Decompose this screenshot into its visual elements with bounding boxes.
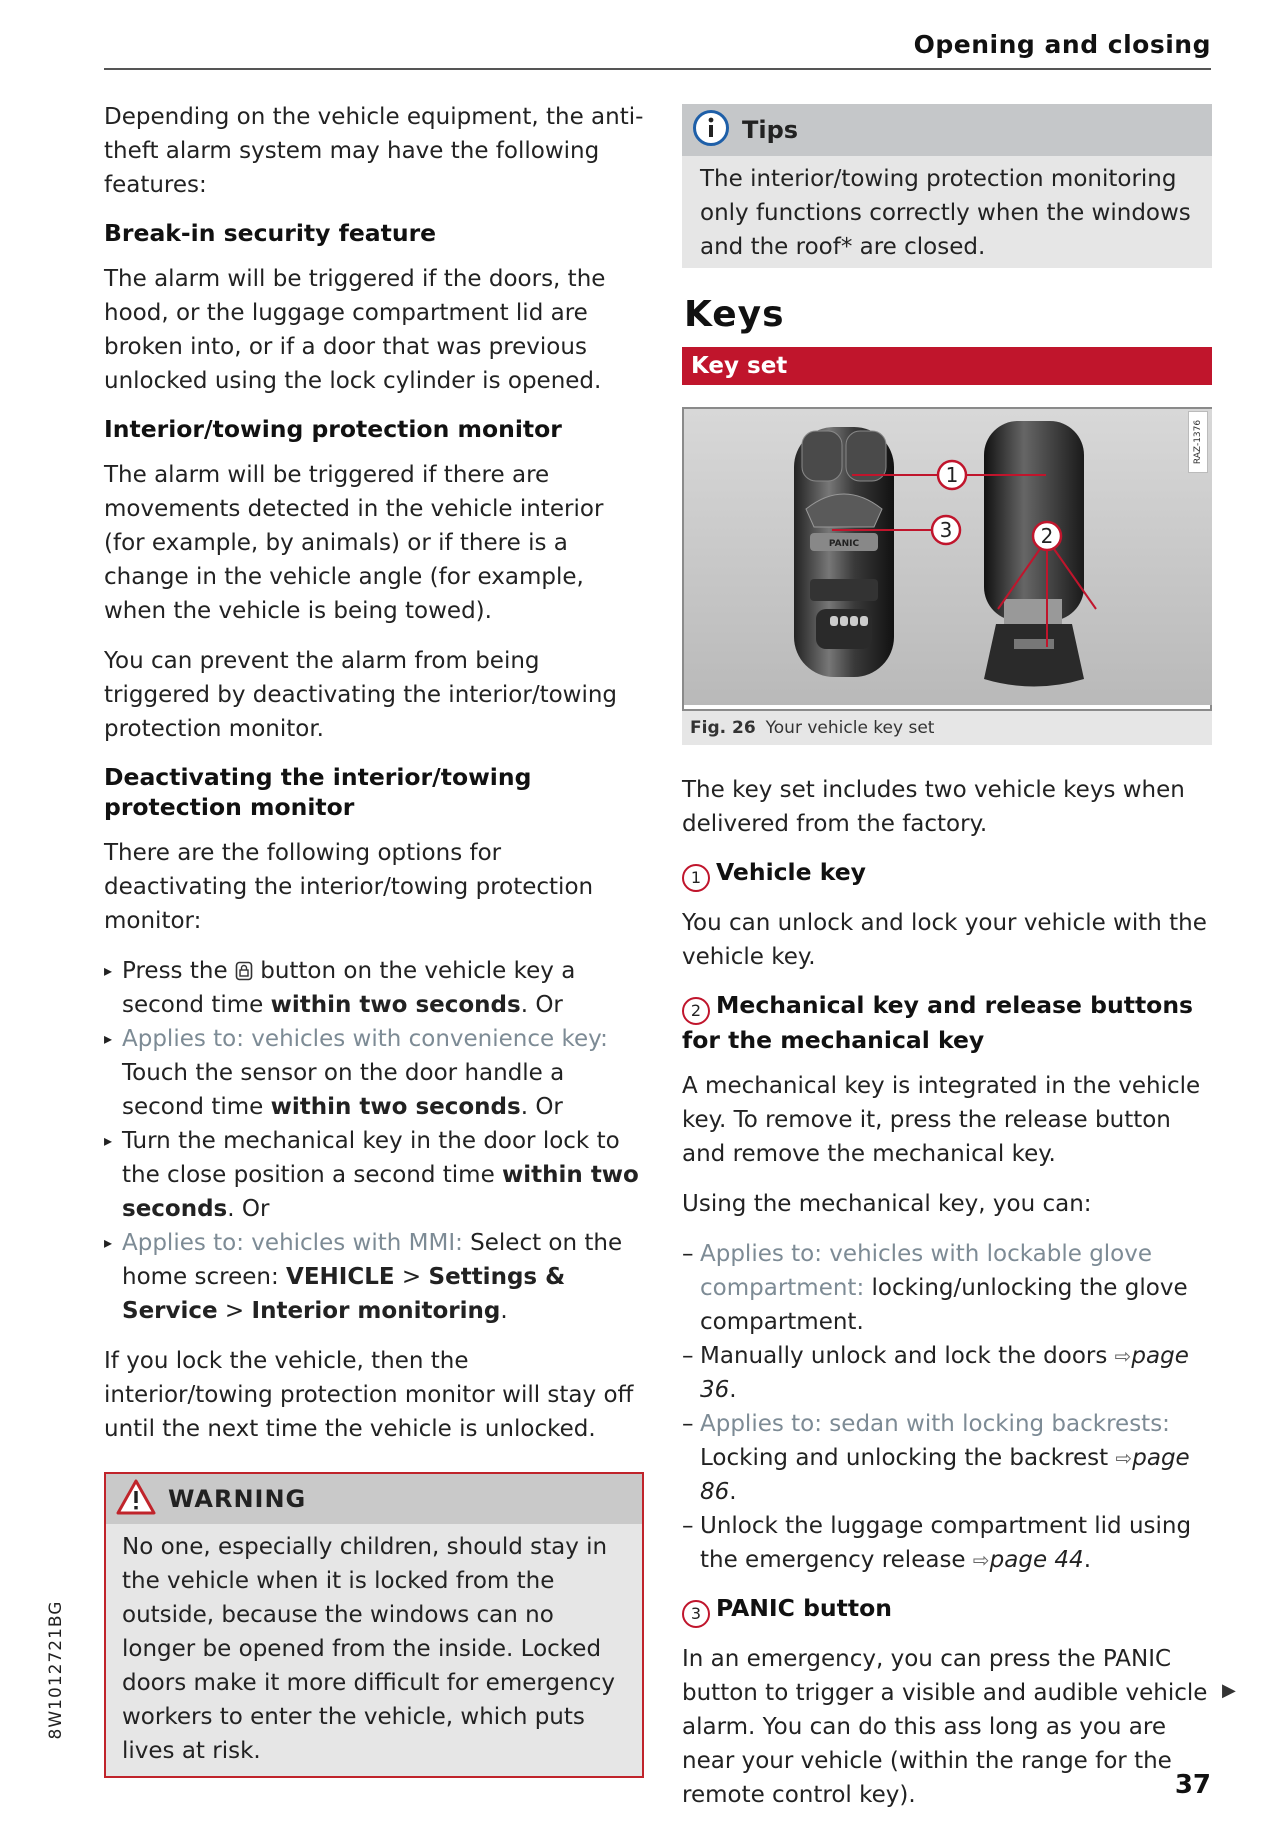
svg-text:3: 3 <box>939 518 953 542</box>
mech-key-heading: 2 Mechanical key and release buttons for the mechanical key <box>682 991 1194 1054</box>
continue-arrow-icon: ▶ <box>1222 1680 1236 1701</box>
number-badge: 1 <box>682 864 710 892</box>
breakin-paragraph: The alarm will be triggered if the doors, the hood, or the luggage compartment lid are broken into, or if a door that was previous unlocked using the lock cylinder is opened. <box>104 266 606 394</box>
keyset-paragraph: The key set includes two vehicle keys when delivered from the factory. <box>682 777 1185 837</box>
panic-label: PANIC <box>828 539 860 549</box>
warning-triangle-icon <box>116 1479 156 1519</box>
figure-caption-text: Your vehicle key set <box>765 718 935 738</box>
section-title: Opening and closing <box>913 30 1211 59</box>
list-item: – Manually unlock and lock the doors ⇨page 36. <box>682 1339 1212 1407</box>
arrow-right-icon: ⇨ <box>972 1548 990 1572</box>
deactivation-options-list <box>104 954 644 1328</box>
interior-heading: Interior/towing protection monitor <box>104 415 562 443</box>
warning-text: No one, especially children, should stay in the vehicle when it is locked from the outside, because the windows can no longer be opened from the inside. Locked doors make it more difficult for emergency workers to enter the vehicle, which puts lives at risk. <box>122 1534 616 1764</box>
arrow-right-icon: ⇨ <box>1114 1344 1132 1368</box>
left-column <box>104 100 644 1778</box>
arrow-right-icon: ⇨ <box>1115 1446 1133 1470</box>
warning-body <box>106 1524 642 1776</box>
tips-title: Tips <box>742 116 799 144</box>
info-icon <box>692 109 730 151</box>
list-item: ▸ Applies to: vehicles with convenience key: Touch the sensor on the door handle a second time within two seconds. Or <box>104 1022 644 1124</box>
using-paragraph: Using the mechanical key, you can: <box>682 1191 1092 1217</box>
interior-paragraph: The alarm will be triggered if there are movements detected in the vehicle interior (for example, by animals) or if there is a change in the vehicle angle (for example, when the vehicle is being towed). <box>104 462 604 624</box>
mechanical-key-uses-list <box>682 1237 1212 1577</box>
page-reference-link[interactable]: ⇨page 36 <box>700 1343 1189 1403</box>
figure-code: RAZ-1376 <box>1188 411 1208 473</box>
svg-text:2: 2 <box>1040 524 1054 548</box>
panic-heading: 3 PANIC button <box>682 1593 1212 1628</box>
deactivating-heading: Deactivating the interior/towing protection monitor <box>104 763 532 821</box>
breakin-heading: Break-in security feature <box>104 219 437 247</box>
lock-paragraph: If you lock the vehicle, then the interior/towing protection monitor will stay off until the next time the vehicle is unlocked. <box>104 1348 634 1442</box>
key-figure <box>682 407 1212 745</box>
warning-box <box>104 1472 644 1778</box>
page-reference-link[interactable]: ⇨page 44 <box>972 1547 1084 1573</box>
callout-1 <box>938 461 966 489</box>
page-reference-link[interactable]: ⇨page 86 <box>700 1445 1190 1505</box>
right-column <box>682 100 1212 1828</box>
panic-paragraph: In an emergency, you can press the PANIC button to trigger a visible and audible vehicle alarm. You can do this ass long as you are near your vehicle (within the range for the remote control key). <box>682 1646 1208 1808</box>
vehicle-key-front <box>794 427 894 677</box>
page-number: 37 <box>1174 1770 1211 1800</box>
vehicle-key-heading: 1 Vehicle key <box>682 857 1212 892</box>
key-illustration <box>682 407 1212 711</box>
keyset-bar: Key set <box>682 347 1212 385</box>
svg-text:1: 1 <box>945 463 959 487</box>
callout-2 <box>1033 522 1061 550</box>
callout-3 <box>932 516 960 544</box>
number-badge: 3 <box>682 1600 710 1628</box>
intro-paragraph: Depending on the vehicle equipment, the anti-theft alarm system may have the following features: <box>104 104 644 198</box>
tips-text: The interior/towing protection monitoring only functions correctly when the windows and the roof* are closed. <box>700 166 1191 260</box>
warning-title: WARNING <box>168 1485 307 1513</box>
figure-caption <box>682 711 1212 745</box>
vehicle-key-paragraph: You can unlock and lock your vehicle with the vehicle key. <box>682 910 1207 970</box>
number-badge: 2 <box>682 997 710 1025</box>
header-rule <box>104 68 1211 70</box>
list-item: – Applies to: sedan with locking backrests: Locking and unlocking the backrest ⇨page 86. <box>682 1407 1212 1509</box>
vehicle-key-back <box>984 421 1084 687</box>
tips-box <box>682 104 1212 268</box>
warning-header <box>106 1474 642 1524</box>
prevent-paragraph: You can prevent the alarm from being triggered by deactivating the interior/towing protection monitor. <box>104 648 618 742</box>
list-item: – Unlock the luggage compartment lid using the emergency release ⇨page 44. <box>682 1509 1212 1577</box>
options-paragraph: There are the following options for deactivating the interior/towing protection monitor: <box>104 840 594 934</box>
figure-label: Fig. 26 <box>690 718 756 738</box>
document-code: 8W1012721BG <box>46 1600 66 1740</box>
list-item: ▸ Applies to: vehicles with MMI: Select on the home screen: VEHICLE > Settings & Service > Interior monitoring. <box>104 1226 644 1328</box>
mech-key-paragraph: A mechanical key is integrated in the vehicle key. To remove it, press the release button and remove the mechanical key. <box>682 1073 1201 1167</box>
list-item: ▸ Press the button on the vehicle key a second time within two seconds. Or <box>104 954 644 1022</box>
tips-body <box>682 156 1212 268</box>
list-item: ▸ Turn the mechanical key in the door lock to the close position a second time within two seconds. Or <box>104 1124 644 1226</box>
keys-heading: Keys <box>684 294 785 335</box>
lock-button-icon <box>235 958 253 984</box>
list-item: – Applies to: vehicles with lockable glove compartment: locking/unlocking the glove compartment. <box>682 1237 1212 1339</box>
tips-header <box>682 104 1212 156</box>
